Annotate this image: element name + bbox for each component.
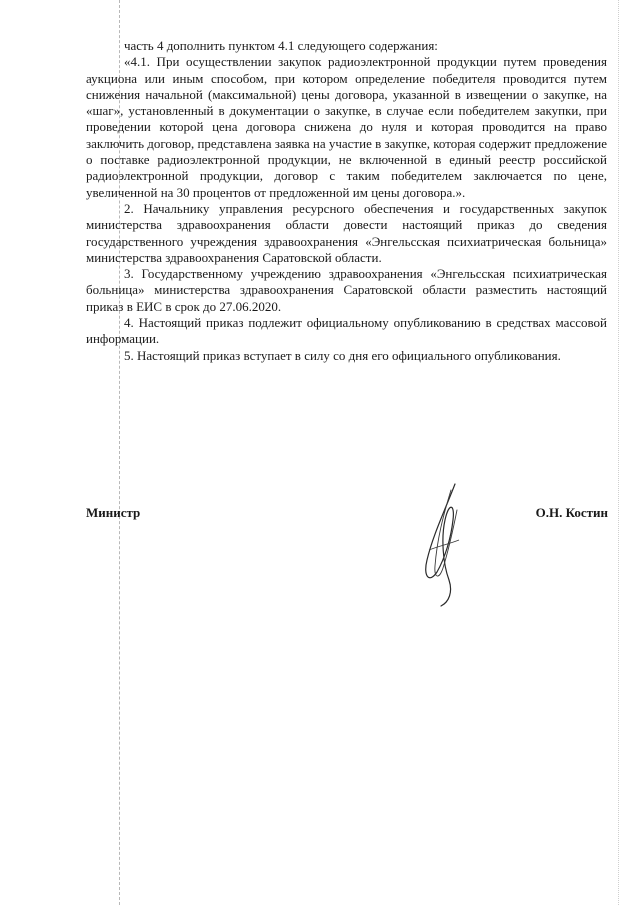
document-body — [86, 38, 607, 364]
item-3-paragraph: 3. Государственному учреждению здравоохранения «Энгельсская психиатрическая больница» министерства здравоохранения Саратовской области разместить настоящий приказ в ЕИС в срок до 27.06.2020. — [86, 266, 607, 314]
item-2-paragraph: 2. Начальнику управления ресурсного обеспечения и государственных закупок министерства здравоохранения области довести настоящий приказ до сведения государственного учреждения здравоохранения «Энгельсская психиатрическая больница» министерства здравоохранения Саратовской области. — [86, 200, 607, 265]
item-5-paragraph: 5. Настоящий приказ вступает в силу со дня его официального опубликования. — [124, 347, 561, 363]
clause-4-1-paragraph: «4.1. При осуществлении закупок радиоэлектронной продукции путем проведения аукциона или иным способом, при котором определение победителя проводится путем снижения начальной (максимальной) цены договора, указанной в извещении о закупке, на «шаг», установленный в документации о закупке, в случае если победителем закупки, при проведении которой цена договора снижена до нуля и которая проводится на право заключить договор, представлена заявка на участие в закупке, которая содержит предложение о поставке радиоэлектронной продукции, не включенной в единый реестр российской радиоэлектронной продукции, договор с таким победителем заключается по цене, увеличенной на 30 процентов от предложенной им цены договора.». — [86, 54, 607, 200]
item-4-paragraph: 4. Настоящий приказ подлежит официальному опубликованию в средствах массовой информации. — [86, 315, 607, 347]
signer-name: О.Н. Костин — [535, 505, 608, 520]
position-title: Министр — [86, 505, 141, 520]
scan-edge-line — [618, 0, 619, 905]
intro-paragraph: часть 4 дополнить пунктом 4.1 следующего содержания: — [124, 38, 438, 53]
handwritten-signature — [415, 480, 475, 610]
